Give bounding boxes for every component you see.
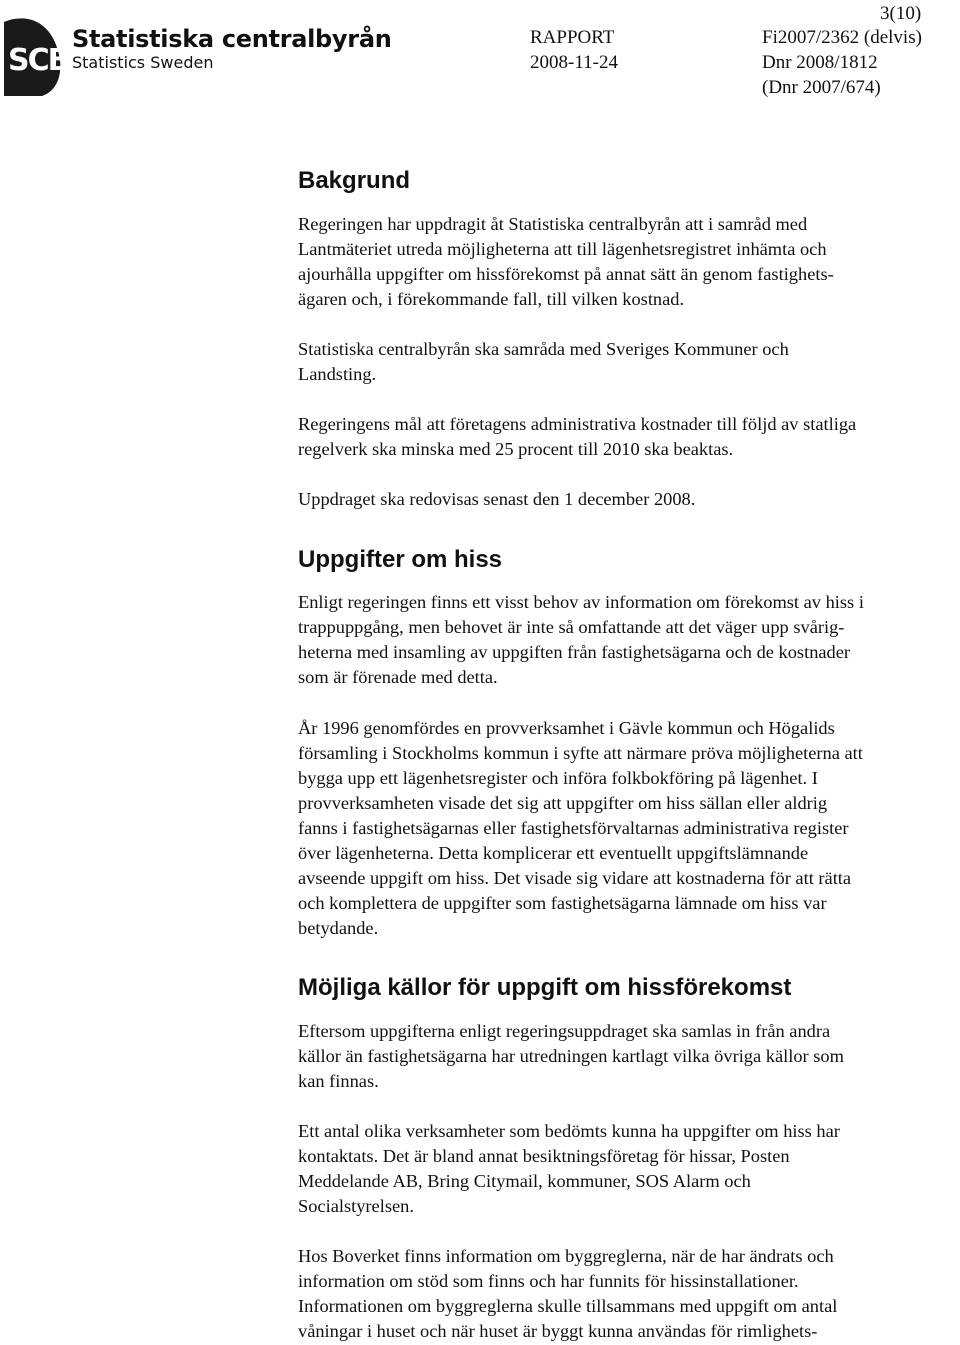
text-line: över lägenheterna. Detta komplicerar ett eventuellt uppgiftslämnande xyxy=(298,843,809,863)
paragraph xyxy=(298,1244,960,1344)
text-line: församling i Stockholms kommun i syfte att närmare pröva möjligheterna att xyxy=(298,743,863,763)
text-line: Informationen om byggreglerna skulle tillsammans med uppgift om antal xyxy=(298,1296,838,1316)
text-line: kontaktats. Det är bland annat besiktningsföretag för hissar, Posten xyxy=(298,1146,790,1166)
section-heading: Uppgifter om hiss xyxy=(298,546,503,573)
org-name-english: Statistics Sweden xyxy=(72,53,214,72)
text-line: och komplettera de uppgifter som fastighetsägarna lämnade om hiss var xyxy=(298,893,827,913)
text-line: ajourhålla uppgifter om hissförekomst på annat sätt än genom fastighets- xyxy=(298,264,834,284)
scb-logo-icon xyxy=(2,10,69,96)
text-line: Regeringen har uppdragit åt Statistiska centralbyrån att i samråd med xyxy=(298,214,808,234)
doc-date: 2008-11-24 xyxy=(530,52,618,73)
text-line: betydande. xyxy=(298,918,379,938)
paragraph xyxy=(298,412,960,462)
text-line: fanns i fastighetsägarnas eller fastighetsförvaltarnas administrativa register xyxy=(298,818,849,838)
text-line: Lantmäteriet utreda möjligheterna att till lägenhetsregistret inhämta och xyxy=(298,239,827,259)
text-line: År 1996 genomfördes en provverksamhet i Gävle kommun och Högalids xyxy=(298,718,835,738)
text-line: kan finnas. xyxy=(298,1071,379,1091)
paragraph xyxy=(298,212,960,312)
text-line: avseende uppgift om hiss. Det visade sig vidare att kostnaderna för att rätta xyxy=(298,868,852,888)
text-line: Eftersom uppgifterna enligt regeringsuppdraget ska samlas in från andra xyxy=(298,1021,831,1041)
section-heading: Möjliga källor för uppgift om hissförekomst xyxy=(298,974,792,1001)
text-line: ägaren och, i förekommande fall, till vilken kostnad. xyxy=(298,289,685,309)
text-line: information om stöd som finns och har funnits för hissinstallationer. xyxy=(298,1271,799,1291)
paragraph xyxy=(298,590,960,690)
text-line: Ett antal olika verksamheter som bedömts kunna ha uppgifter om hiss har xyxy=(298,1121,840,1141)
paragraph xyxy=(298,337,960,387)
text-line: Meddelande AB, Bring Citymail, kommuner, SOS Alarm och xyxy=(298,1171,751,1191)
text-line: källor än fastighetsägarna har utredningen kartlagt vilka övriga källor som xyxy=(298,1046,844,1066)
svg-text:SCB: SCB xyxy=(8,43,69,78)
doc-reference: Fi2007/2362 (delvis) xyxy=(762,27,922,48)
doc-reference: Dnr 2008/1812 xyxy=(762,52,878,73)
text-line: som är förenade med detta. xyxy=(298,667,498,687)
text-line: Hos Boverket finns information om byggreglerna, när de har ändrats och xyxy=(298,1246,834,1266)
doc-type: RAPPORT xyxy=(530,27,615,48)
text-line: Regeringens mål att företagens administrativa kostnader till följd av statliga xyxy=(298,414,857,434)
paragraph xyxy=(298,487,960,512)
section-heading: Bakgrund xyxy=(298,167,411,194)
text-line: bygga upp ett lägenhetsregister och införa folkbokföring på lägenhet. I xyxy=(298,768,818,788)
text-line: provverksamheten visade det sig att uppgifter om hiss sällan eller aldrig xyxy=(298,793,828,813)
paragraph xyxy=(298,1019,960,1094)
text-line: Enligt regeringen finns ett visst behov av information om förekomst av hiss i xyxy=(298,592,864,612)
text-line: trappuppgång, men behovet är inte så omfattande att det väger upp svårig- xyxy=(298,617,845,637)
text-line: Statistiska centralbyrån ska samråda med Sveriges Kommuner och xyxy=(298,339,789,359)
paragraph xyxy=(298,1119,960,1219)
page-number: 3(10) xyxy=(880,3,922,24)
org-name: Statistiska centralbyrån xyxy=(72,25,392,53)
text-line: Uppdraget ska redovisas senast den 1 december 2008. xyxy=(298,489,696,509)
text-line: regelverk ska minska med 25 procent till 2010 ska beaktas. xyxy=(298,439,734,459)
text-line: våningar i huset och när huset är byggt kunna användas för rimlighets- xyxy=(298,1321,818,1341)
text-line: Socialstyrelsen. xyxy=(298,1196,414,1216)
text-line: heterna med insamling av uppgiften från fastighetsägarna och de kostnader xyxy=(298,642,851,662)
text-line: Landsting. xyxy=(298,364,377,384)
paragraph xyxy=(298,716,960,941)
doc-reference: (Dnr 2007/674) xyxy=(762,77,881,98)
